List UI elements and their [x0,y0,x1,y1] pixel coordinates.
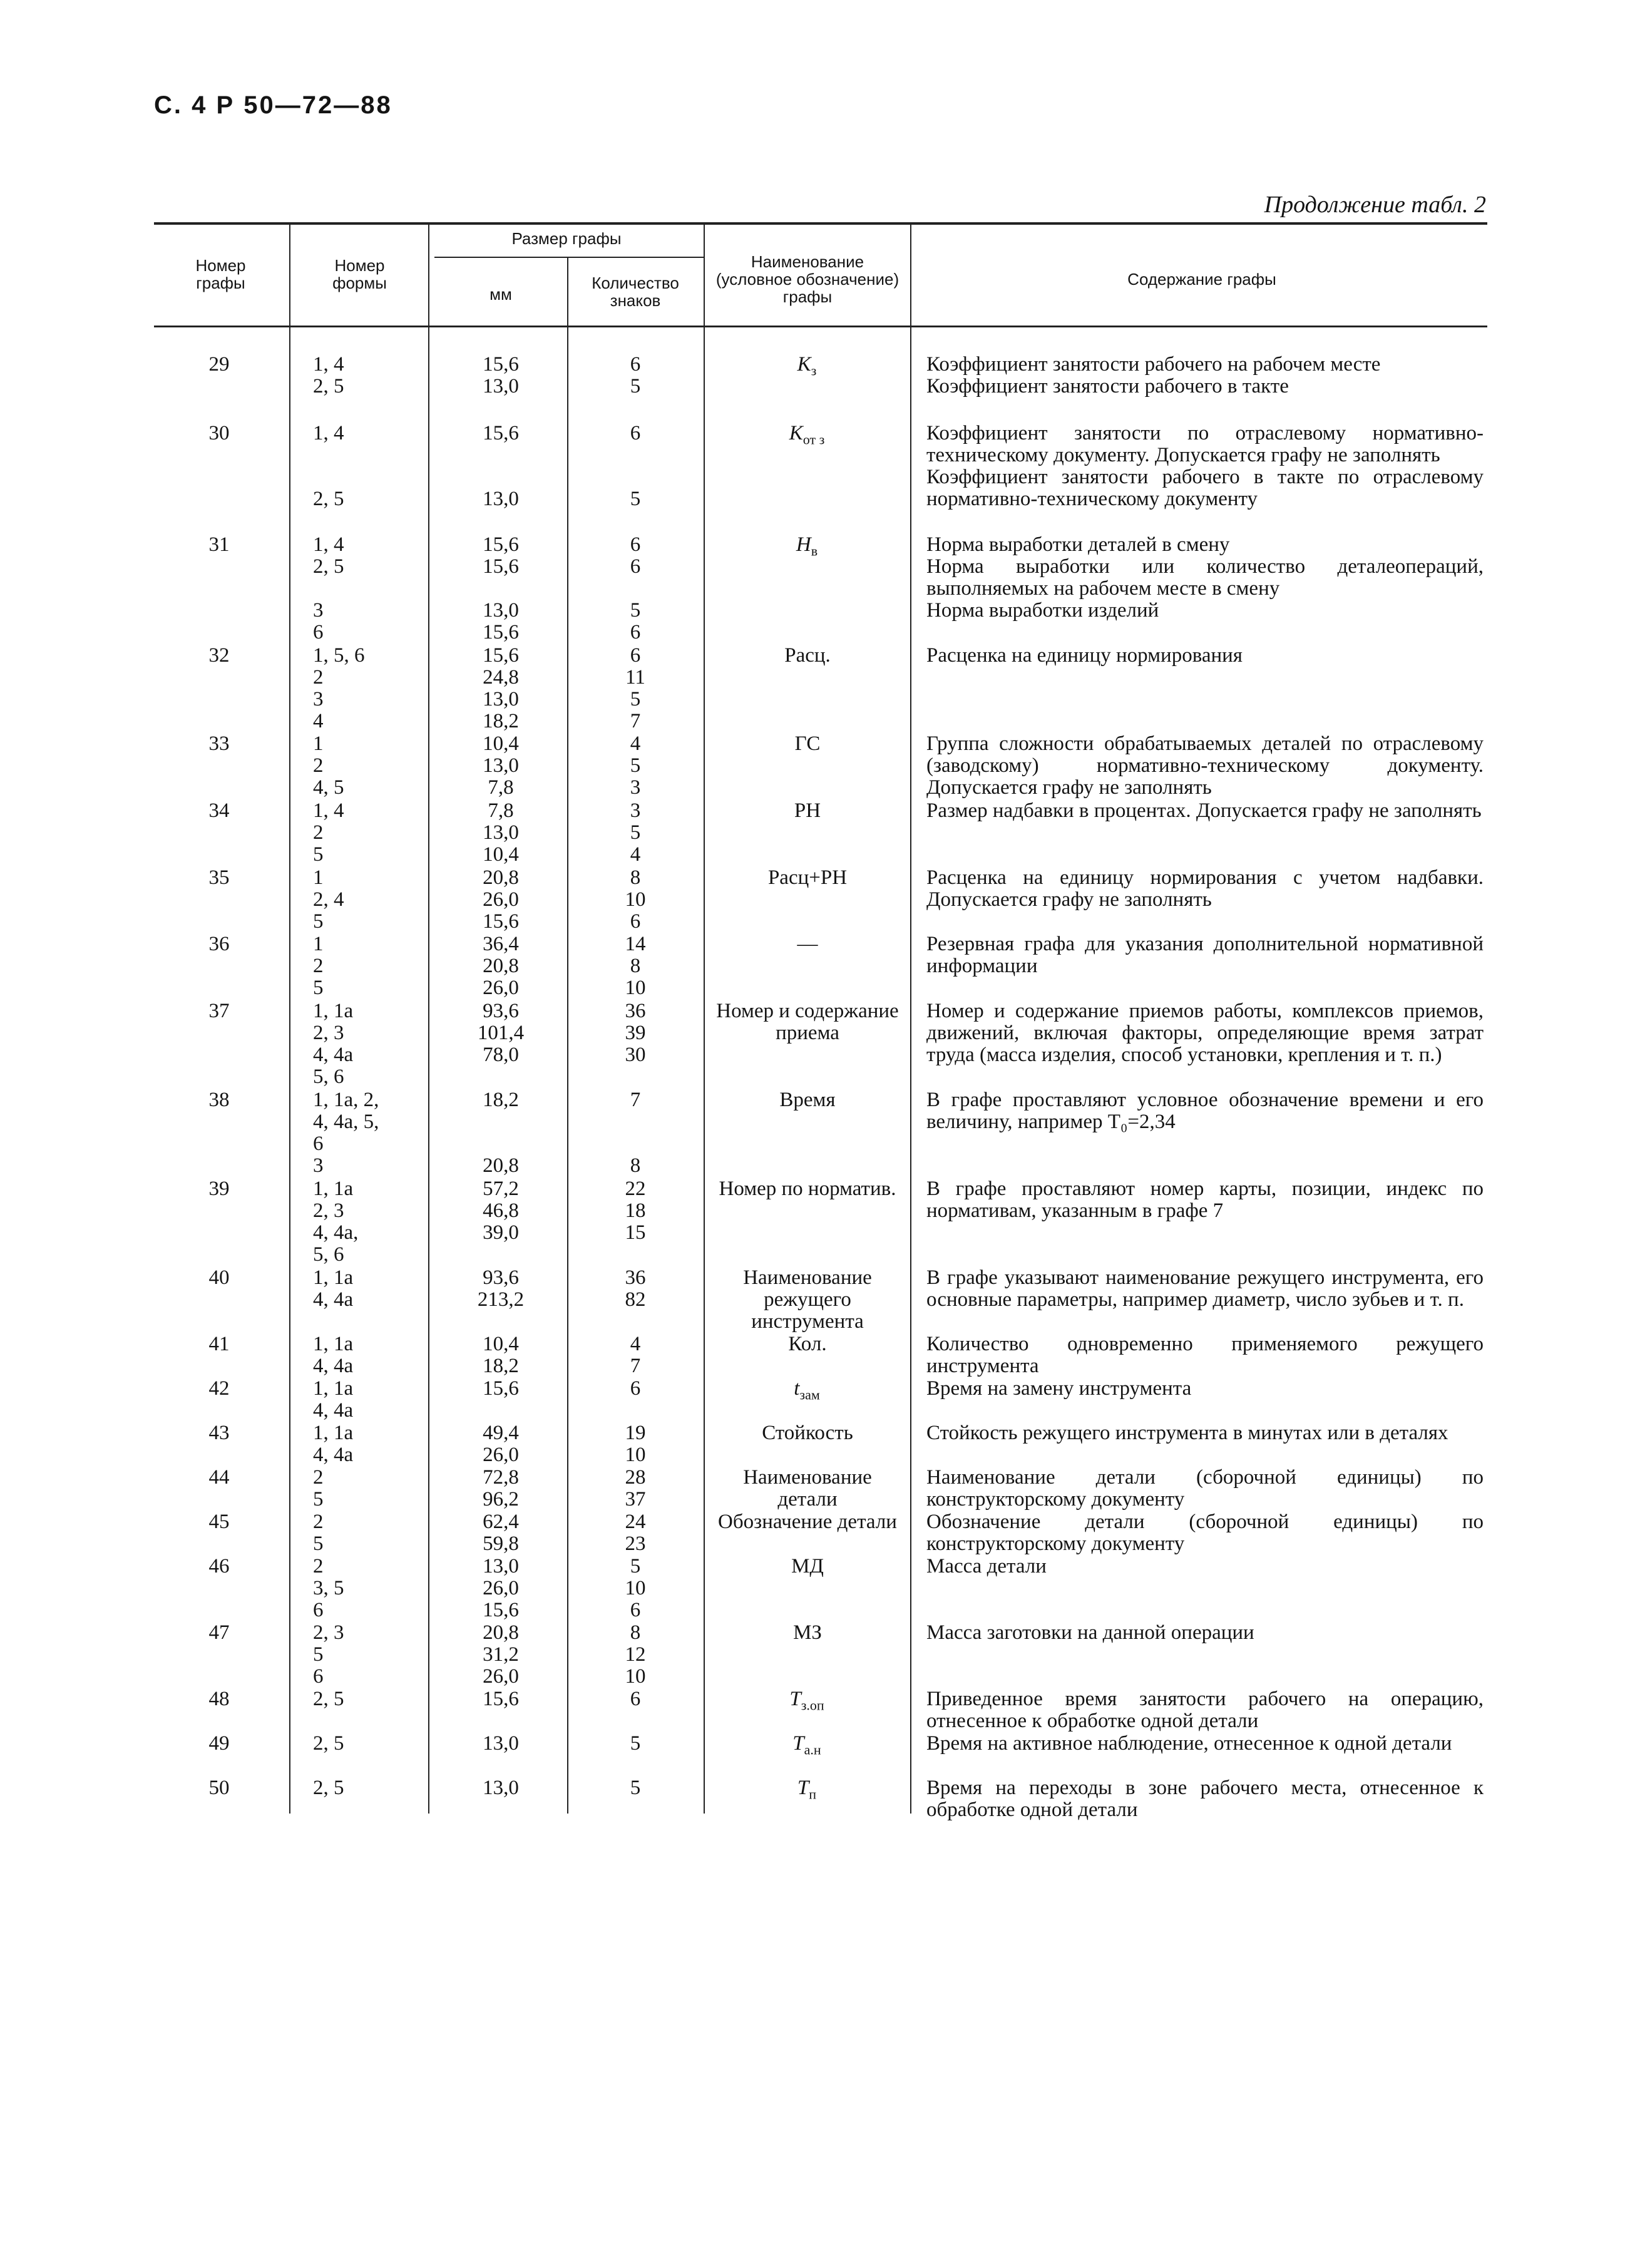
column-name: МЗ [793,1621,822,1644]
page-header: С. 4 Р 50—72—88 [154,91,392,119]
column-divider [910,223,911,1814]
size-subheader-rule [434,257,704,258]
row-number: 42 [208,1377,230,1400]
row-number: 46 [208,1555,230,1578]
size-mm: 93,6 101,4 78,0 [477,1000,525,1066]
size-chars: 3 5 4 [630,799,641,866]
size-chars: 4 5 3 [630,732,641,799]
header-name: Наименование (условное обозначение) графы [715,252,900,306]
column-content: Наименование детали (сборочной единицы) по конструкторскому документу [926,1466,1484,1511]
row-number: 39 [208,1178,230,1200]
size-mm: 15,6 [483,1688,519,1710]
row-number: 36 [208,933,230,955]
column-divider [428,223,429,1814]
size-chars: 6 6 5 6 [630,533,641,644]
size-mm: 15,6 15,6 13,0 15,6 [483,533,519,644]
header-content: Содержание графы [1127,270,1276,289]
form-numbers: 2 3, 5 6 [313,1555,344,1621]
form-numbers: 1, 4 2, 5 3 6 [313,533,344,644]
column-content: Номер и содержание приемов работы, комплексов приемов, движений, включая факторы, определяющие время затрат труда (масса изделия, способ установки, крепления и т. п.) [926,1000,1484,1066]
form-numbers: 1, 4 2, 5 [313,353,344,398]
size-mm: 10,4 18,2 [483,1333,519,1377]
header-mm: мм [490,285,512,304]
column-name: Номер по норматив. [719,1178,896,1200]
column-content: Коэффициент занятости по отраслевому нормативно-техническому документу. Допускается графу не заполнять [926,422,1484,466]
size-mm: 49,4 26,0 [483,1422,519,1466]
header-bottom-rule [154,326,1487,327]
column-content: Время на замену инструмента [926,1377,1192,1400]
form-numbers: 1 2 5 [313,933,324,999]
column-content: Масса заготовки на данной операции [926,1621,1254,1644]
column-content: Норма выработки деталей в смену [926,533,1230,556]
row-number: 49 [208,1732,230,1755]
form-numbers: 1 2 4, 5 [313,732,344,799]
column-name: Время [779,1089,836,1111]
column-content: Время на переходы в зоне рабочего места, отнесенное к обработке одной детали [926,1777,1484,1821]
header-chars: Количество знаков [592,274,679,310]
size-mm: 36,4 20,8 26,0 [483,933,519,999]
form-numbers: 1, 4 2, 5 [313,422,344,510]
row-number: 37 [208,1000,230,1022]
size-chars: 5 [630,1777,641,1799]
column-name: РН [794,799,821,822]
form-numbers: 2, 3 5 6 [313,1621,344,1688]
column-name: Номер и содержание приема [716,1000,899,1044]
size-chars: 6 [630,1688,641,1710]
size-mm: 72,8 96,2 [483,1466,519,1511]
column-symbol: $t_{зам}$ [794,1377,820,1403]
column-symbol: $H_в$ [796,533,818,559]
size-chars: 5 10 6 [625,1555,646,1621]
form-numbers: 1, 5, 6 2 3 4 [313,644,365,732]
size-chars: 8 10 6 [625,866,646,933]
size-chars: 22 18 15 [625,1178,646,1244]
row-number: 31 [208,533,230,556]
size-mm: 13,0 [483,1777,519,1799]
form-numbers: 2, 5 [313,1732,344,1755]
column-name: Кол. [788,1333,827,1355]
size-mm: 15,6 13,0 [483,422,519,510]
form-numbers: 1, 1а 2, 3 4, 4а 5, 6 [313,1000,354,1088]
header-num: Номер графы [195,256,246,292]
continuation-caption: Продолжение табл. 2 [1264,192,1486,218]
size-chars: 8 12 10 [625,1621,646,1688]
row-number: 47 [208,1621,230,1644]
form-numbers: 1, 1а 4, 4а [313,1377,354,1422]
column-name: — [797,933,818,955]
form-numbers: 2 5 [313,1466,324,1511]
size-mm: 15,6 24,8 13,0 18,2 [483,644,519,732]
row-number: 43 [208,1422,230,1444]
column-content: Стойкость режущего инструмента в минутах или в деталях [926,1422,1448,1444]
size-mm: 20,8 26,0 15,6 [483,866,519,933]
column-content: Приведенное время занятости рабочего на операцию, отнесенное к обработке одной детали [926,1688,1484,1732]
form-numbers: 1, 4 2 5 [313,799,344,866]
form-numbers: 2 5 [313,1511,324,1555]
row-number: 29 [208,353,230,376]
row-number: 33 [208,732,230,755]
size-mm: 13,0 [483,1732,519,1755]
row-number: 44 [208,1466,230,1489]
size-chars: 28 37 [625,1466,646,1511]
size-chars: 6 11 5 7 [625,644,645,732]
form-numbers: 1 2, 4 5 [313,866,344,933]
size-mm: 57,2 46,8 39,0 [483,1178,519,1244]
column-content: Время на активное наблюдение, отнесенное к одной детали [926,1732,1452,1755]
column-content: В графе проставляют условное обозначение времени и его величину, например T₀=2,34 [926,1089,1484,1133]
column-content: Коэффициент занятости рабочего в такте по отраслевому нормативно-техническому документу [926,466,1484,510]
size-mm: 15,6 [483,1377,519,1400]
column-content: Коэффициент занятости рабочего на рабочем месте [926,353,1381,376]
column-content: Количество одновременно применяемого режущего инструмента [926,1333,1484,1377]
column-symbol: $T_{з.оп}$ [789,1688,824,1713]
size-mm: 7,8 13,0 10,4 [483,799,519,866]
size-mm: 10,4 13,0 7,8 [483,732,519,799]
column-name: Расц. [784,644,831,667]
table-top-rule [154,222,1487,225]
column-content: В графе проставляют номер карты, позиции, индекс по нормативам, указанным в графе 7 [926,1178,1484,1222]
size-chars: 4 7 [630,1333,641,1377]
column-name: Стойкость [762,1422,853,1444]
column-name: Наименование режущего инструмента [743,1266,872,1333]
column-name: Наименование детали [743,1466,872,1511]
column-content: Норма выработки изделий [926,599,1159,622]
row-number: 35 [208,866,230,889]
column-name: Расц+РН [767,866,848,889]
size-chars: 36 82 [625,1266,646,1311]
column-name: ГС [794,732,821,755]
column-symbol: $K_{от з}$ [789,422,825,448]
form-numbers: 2, 5 [313,1688,344,1710]
size-chars: 24 23 [625,1511,646,1555]
row-number: 50 [208,1777,230,1799]
form-numbers: 2, 5 [313,1777,344,1799]
form-numbers: 1, 1а 4, 4а [313,1333,354,1377]
row-number: 41 [208,1333,230,1355]
size-chars: 19 10 [625,1422,646,1466]
column-name: Обозначение детали [718,1511,897,1533]
row-number: 38 [208,1089,230,1111]
column-content: Расценка на единицу нормирования с учетом надбавки. Допускается графу не заполнять [926,866,1484,911]
row-number: 45 [208,1511,230,1533]
column-content: В графе указывают наименование режущего инструмента, его основные параметры, например диаметр, число зубьев и т. п. [926,1266,1484,1311]
form-numbers: 1, 1а 4, 4а [313,1266,354,1311]
column-content: Размер надбавки в процентах. Допускается графу не заполнять [926,799,1482,822]
column-content: Группа сложности обрабатываемых деталей по отраслевому (заводскому) нормативно-техническому документу. Допускается графу не заполнять [926,732,1484,799]
size-mm: 15,6 13,0 [483,353,519,398]
size-chars: 7 8 [630,1089,641,1177]
size-mm: 18,2 20,8 [483,1089,519,1177]
column-content: Коэффициент занятости рабочего в такте [926,375,1289,398]
size-mm: 62,4 59,8 [483,1511,519,1555]
row-number: 32 [208,644,230,667]
column-divider [567,257,568,1814]
column-divider [289,223,290,1814]
size-chars: 6 5 [630,353,641,398]
size-mm: 13,0 26,0 15,6 [483,1555,519,1621]
column-symbol: $T_п$ [797,1777,817,1802]
form-numbers: 1, 1а, 2, 4, 4а, 5, 6 3 [313,1089,379,1177]
size-chars: 6 5 [630,422,641,510]
size-chars: 6 [630,1377,641,1400]
column-symbol: $K_з$ [797,353,817,379]
row-number: 34 [208,799,230,822]
header-size: Размер графы [511,229,622,248]
size-mm: 20,8 31,2 26,0 [483,1621,519,1688]
header-form: Номер формы [332,256,387,292]
column-content: Норма выработки или количество деталеопераций, выполняемых на рабочем месте в смену [926,555,1484,600]
size-mm: 93,6 213,2 [477,1266,525,1311]
column-divider [704,223,705,1814]
size-chars: 36 39 30 [625,1000,646,1066]
column-content: Обозначение детали (сборочной единицы) по конструкторскому документу [926,1511,1484,1555]
column-symbol: $T_{а.н}$ [792,1732,821,1758]
size-chars: 5 [630,1732,641,1755]
form-numbers: 1, 1а 4, 4а [313,1422,354,1466]
size-chars: 14 8 10 [625,933,646,999]
column-content: Резервная графа для указания дополнительной нормативной информации [926,933,1484,977]
column-content: Расценка на единицу нормирования [926,644,1243,667]
form-numbers: 1, 1а 2, 3 4, 4а, 5, 6 [313,1178,359,1266]
row-number: 40 [208,1266,230,1289]
row-number: 48 [208,1688,230,1710]
column-content: Масса детали [926,1555,1047,1578]
row-number: 30 [208,422,230,444]
column-name: МД [791,1555,824,1578]
